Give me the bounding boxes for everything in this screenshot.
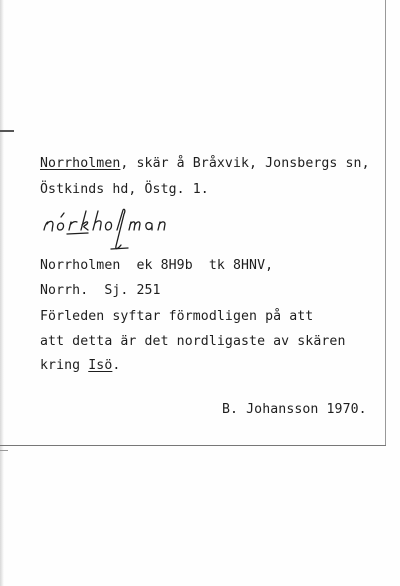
entry-line-district: Östkinds hd, Östg. 1. [40, 182, 209, 197]
card-bottom-border [0, 445, 386, 446]
entry-line-comment-3: kring Isö. [40, 358, 121, 373]
entry-line-map-refs: Norrholmen ek 8H9b tk 8HNV, [40, 258, 274, 273]
referenced-place: Isö [88, 358, 113, 373]
entry-line-place [40, 156, 370, 172]
entry-line-comment-2: att detta är det nordligaste av skären [40, 334, 346, 349]
place-description: , skär å Bråxvik, Jonsbergs sn, [120, 156, 370, 171]
card-right-border [385, 0, 386, 446]
entry-line-sources: Norrh. Sj. 251 [40, 283, 161, 298]
headword: Norrholmen [40, 156, 121, 171]
margin-mark [0, 130, 14, 132]
handwritten-pronunciation [40, 208, 200, 258]
scan-edge [0, 0, 4, 586]
signature-line: B. Johansson 1970. [222, 402, 367, 417]
entry-line-comment-1: Förleden syftar förmodligen på att [40, 309, 314, 324]
margin-mark [0, 450, 8, 451]
